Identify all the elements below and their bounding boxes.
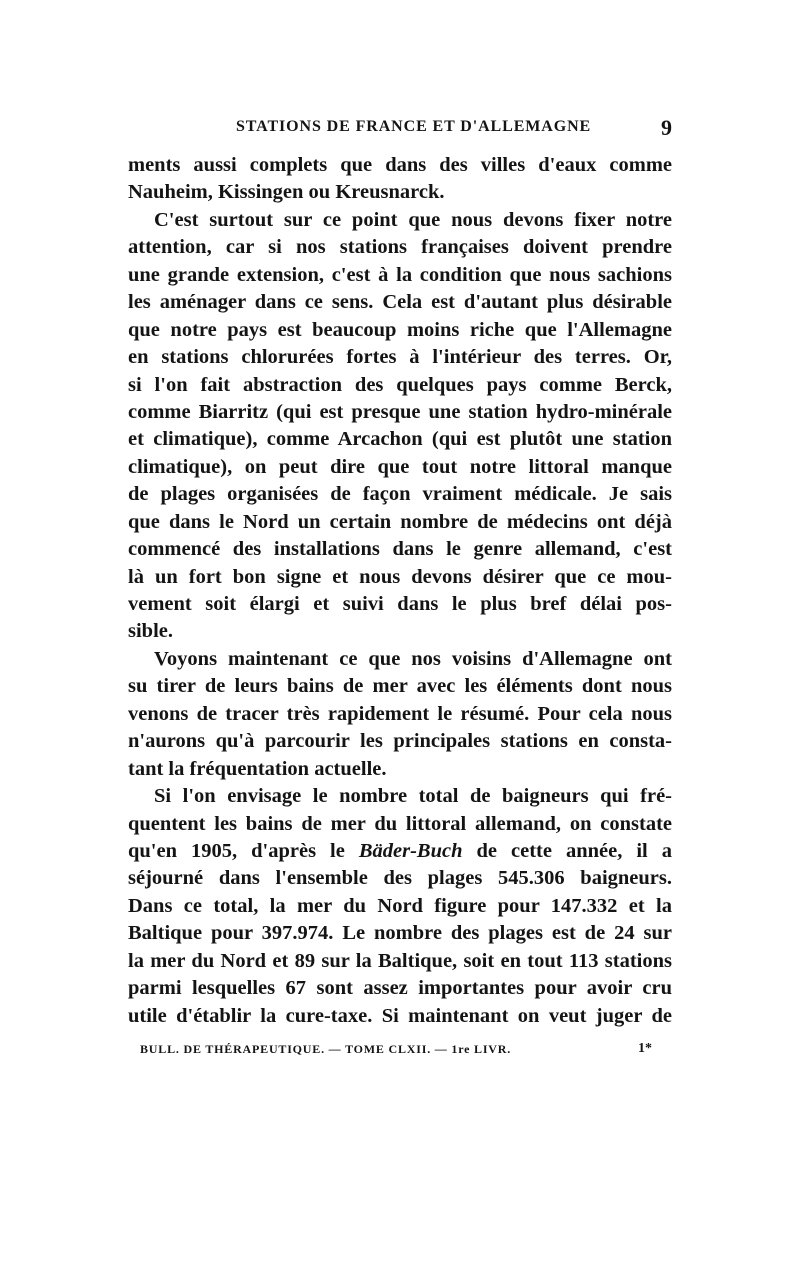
- text-line: et climatique), comme Arcachon (qui est plutôt une station: [128, 428, 672, 451]
- text-line: parmi lesquelles 67 sont assez importantes pour avoir cru: [128, 977, 672, 1000]
- text-line: la mer du Nord et 89 sur la Baltique, soit en tout 113 stations: [128, 949, 672, 972]
- text-line: Si l'on envisage le nombre total de baigneurs qui fré-: [154, 785, 672, 808]
- text-line: de plages organisées de façon vraiment médicale. Je sais: [128, 483, 672, 506]
- text-line-bader-buch: [128, 838, 672, 865]
- text-line: sible.: [128, 620, 173, 643]
- text-line: Voyons maintenant ce que nos voisins d'Allemagne ont: [154, 647, 672, 670]
- text-line: que dans le Nord un certain nombre de médecins ont déjà: [128, 510, 672, 533]
- text-line: séjourné dans l'ensemble des plages 545.306 baigneurs.: [128, 867, 672, 890]
- text-line: tant la fréquentation actuelle.: [128, 757, 387, 780]
- text-line: Nauheim, Kissingen ou Kreusnarck.: [128, 181, 445, 204]
- text-line: Dans ce total, la mer du Nord figure pour 147.332 et la: [128, 894, 672, 917]
- text-line: comme Biarritz (qui est presque une station hydro-minérale: [128, 400, 672, 423]
- signature-mark: 1*: [638, 1041, 652, 1056]
- text-line: attention, car si nos stations françaises doivent prendre: [128, 236, 672, 259]
- page-number: 9: [661, 115, 672, 140]
- text-line: su tirer de leurs bains de mer avec les éléments dont nous: [128, 675, 672, 698]
- text-line: vement soit élargi et suivi dans le plus bref délai pos-: [128, 593, 672, 615]
- body-text: [128, 152, 672, 1030]
- running-head: [128, 115, 672, 142]
- page-footer: [140, 1042, 652, 1062]
- text-line: utile d'établir la cure-taxe. Si maintenant on veut juger de: [128, 1004, 672, 1027]
- text-line: en stations chlorurées fortes à l'intérieur des terres. Or,: [128, 346, 672, 369]
- text-line: C'est surtout sur ce point que nous devons fixer notre: [154, 208, 672, 231]
- text-line: commencé des installations dans le genre allemand, c'est: [128, 538, 672, 561]
- text-line: si l'on fait abstraction des quelques pays comme Berck,: [128, 373, 672, 396]
- running-title: STATIONS DE FRANCE ET D'ALLEMAGNE: [236, 118, 592, 135]
- text-line: venons de tracer très rapidement le résumé. Pour cela nous: [128, 702, 672, 725]
- text-line: une grande extension, c'est à la condition que nous sachions: [128, 263, 672, 286]
- text-line: quentent les bains de mer du littoral allemand, on constate: [128, 812, 672, 835]
- book-title-italic: Bäder-Buch: [358, 839, 463, 862]
- text-segment: qu'en 1905, d'après le: [128, 839, 359, 862]
- text-line: climatique), on peut dire que tout notre littoral manque: [128, 455, 672, 478]
- text-line: ments aussi complets que dans des villes d'eaux comme: [128, 154, 672, 176]
- text-line: là un fort bon signe et nous devons désirer que ce mou-: [128, 565, 672, 588]
- text-line: que notre pays est beaucoup moins riche que l'Allemagne: [128, 318, 672, 341]
- text-line: Baltique pour 397.974. Le nombre des plages est de 24 sur: [128, 922, 672, 945]
- text-line: n'aurons qu'à parcourir les principales stations en consta-: [128, 730, 672, 753]
- text-segment: de cette année, il a: [462, 839, 672, 862]
- text-line: les aménager dans ce sens. Cela est d'autant plus désirable: [128, 291, 672, 314]
- footer-citation: BULL. DE THÉRAPEUTIQUE. — TOME CLXII. — 1re LIVR.: [140, 1042, 512, 1056]
